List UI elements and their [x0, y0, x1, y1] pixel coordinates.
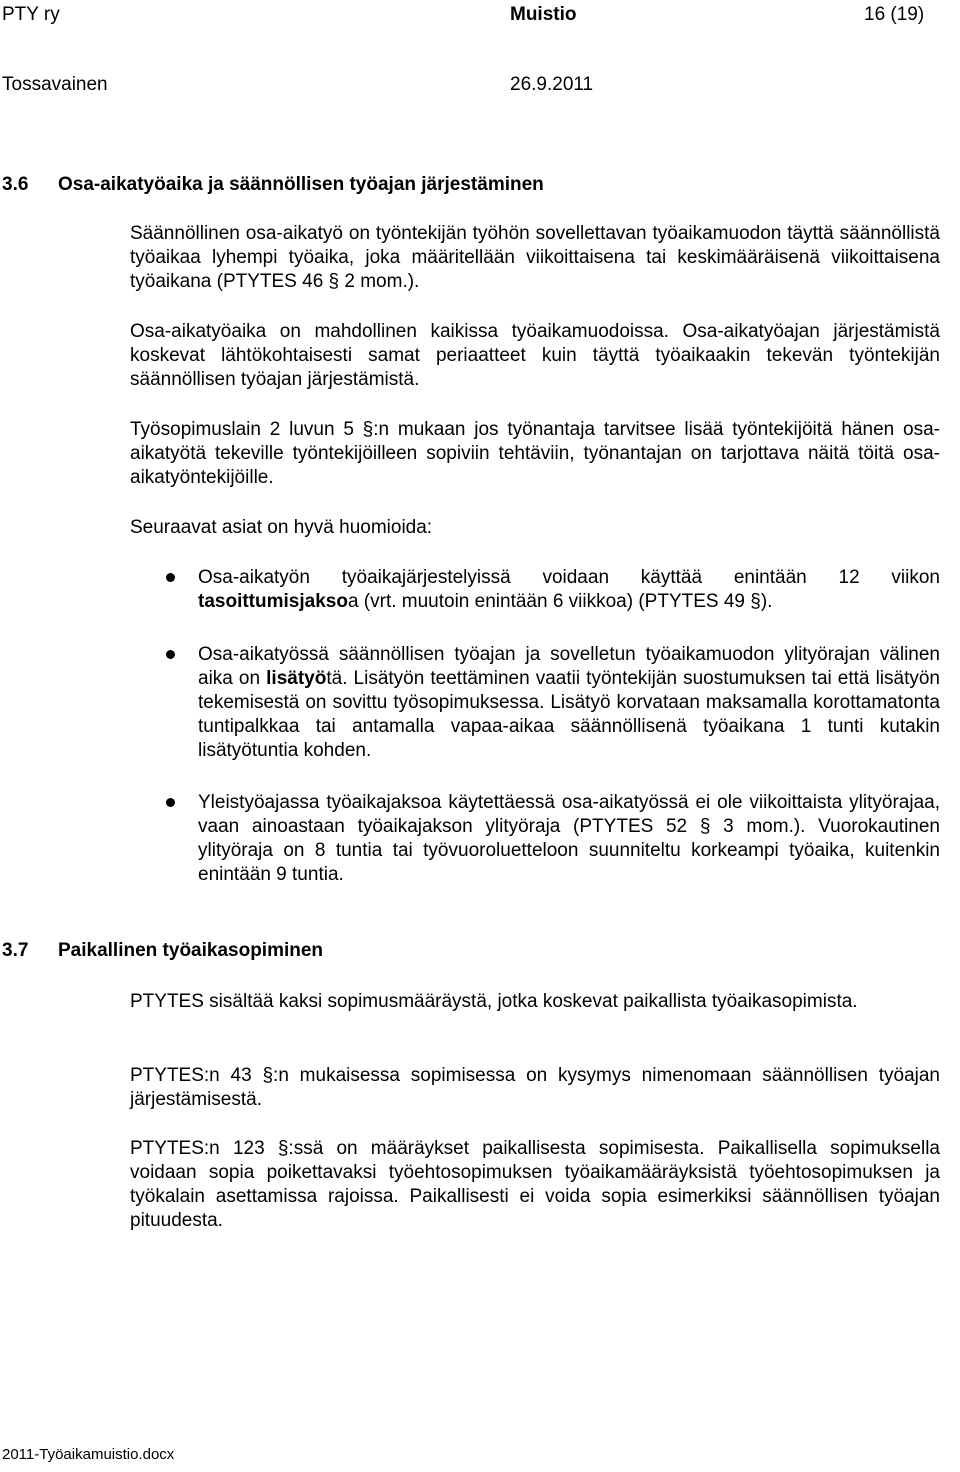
bullet-2-text-a: Osa-aikatyössä säännöllisen työajan ja sovelletun työaikamuodon ylityörajan välinen aika on — [198, 644, 940, 689]
section-3-6-paragraph-4: Seuraavat asiat on hyvä huomioida: — [130, 517, 433, 538]
bullet-2-bold: lisätyö — [266, 668, 327, 689]
header-page-number: 16 (19) — [864, 4, 925, 25]
bullet-1-bold: tasoittumisjakso — [198, 591, 348, 612]
header-author: Tossavainen — [2, 74, 108, 95]
bullet-2-icon — [166, 650, 175, 659]
bullet-1-text — [198, 566, 940, 614]
bullet-2-text — [198, 643, 940, 763]
bullet-1-text-a: Osa-aikatyön työaikajärjestelyissä voidaan käyttää enintään 12 viikon — [198, 567, 940, 588]
section-3-7-paragraph-1: PTYTES sisältää kaksi sopimusmääräystä, jotka koskevat paikallista työaikasopimista. — [130, 991, 858, 1012]
section-3-6-number: 3.6 — [2, 174, 29, 195]
section-3-7-title: Paikallinen työaikasopiminen — [58, 940, 324, 961]
section-3-7-paragraph-3: PTYTES:n 123 §:ssä on määräykset paikallisesta sopimisesta. Paikallisella sopimuksella voidaan sopia poikettavaksi työehtosopimuksen työaikamääräyksistä työehtosopimuksen ja työkalain asettamissa rajoissa. Paikallisesti ei voida sopia esimerkiksi säännöllisen työajan pituudesta. — [130, 1138, 940, 1231]
header-date: 26.9.2011 — [510, 74, 594, 95]
bullet-3-text: Yleistyöajassa työaikajaksoa käytettäessä osa-aikatyössä ei ole viikoittaista ylityörajaa, vaan ainoastaan työaikajakson ylityöraja (PTYTES 52 § 3 mom.). Vuorokautinen ylityöraja on 8 tuntia tai työvuoroluetteloon suunniteltu korkeampi työaika, kuitenkin enintään 9 tuntia. — [198, 792, 940, 885]
section-3-6-paragraph-2: Osa-aikatyöaika on mahdollinen kaikissa työaikamuodoissa. Osa-aikatyöajan järjestämistä koskevat lähtökohtaisesti samat periaatteet kuin täyttä työaikaakin tekevän työntekijän säännöllisen työajan järjestämistä. — [130, 321, 940, 390]
section-3-6-paragraph-3: Työsopimuslain 2 luvun 5 §:n mukaan jos työnantaja tarvitsee lisää työntekijöitä hänen osa-aikatyötä tekeville työntekijöilleen sopiviin tehtäviin, työnantajan on tarjottava näitä töitä osa-aikatyöntekijöille. — [130, 419, 940, 488]
bullet-2-text-b: tä. Lisätyön teettäminen vaatii työntekijän suostumuksen tai että lisätyön tekemisestä on sovittu työsopimuksessa. Lisätyö korvataan maksamalla korottamatonta tuntipalkkaa tai antamalla vapaa-aikaa säännöllisenä työaikana 1 tunti kutakin lisätyötuntia kohden. — [198, 668, 940, 761]
footer-filename: 2011-Työaikamuistio.docx — [2, 1446, 175, 1463]
bullet-1-icon — [166, 573, 175, 582]
bullet-3-icon — [166, 798, 175, 807]
section-3-7-paragraph-2: PTYTES:n 43 §:n mukaisessa sopimisessa on kysymys nimenomaan säännöllisen työajan järjestämisestä. — [130, 1065, 940, 1110]
section-3-6-title: Osa-aikatyöaika ja säännöllisen työajan järjestäminen — [58, 174, 544, 195]
bullet-1-text-b: a (vrt. muutoin enintään 6 viikkoa) (PTYTES 49 §). — [347, 591, 773, 612]
section-3-7-number: 3.7 — [2, 940, 29, 961]
header-doc-type: Muistio — [510, 4, 577, 25]
header-org: PTY ry — [2, 4, 60, 25]
section-3-6-paragraph-1: Säännöllinen osa-aikatyö on työntekijän työhön sovellettavan työaikamuodon täyttä säännöllistä työaikaa lyhempi työaika, joka määritellään viikoittaisena tai keskimääräisenä viikoittaisena työaikana (PTYTES 46 § 2 mom.). — [130, 223, 940, 292]
